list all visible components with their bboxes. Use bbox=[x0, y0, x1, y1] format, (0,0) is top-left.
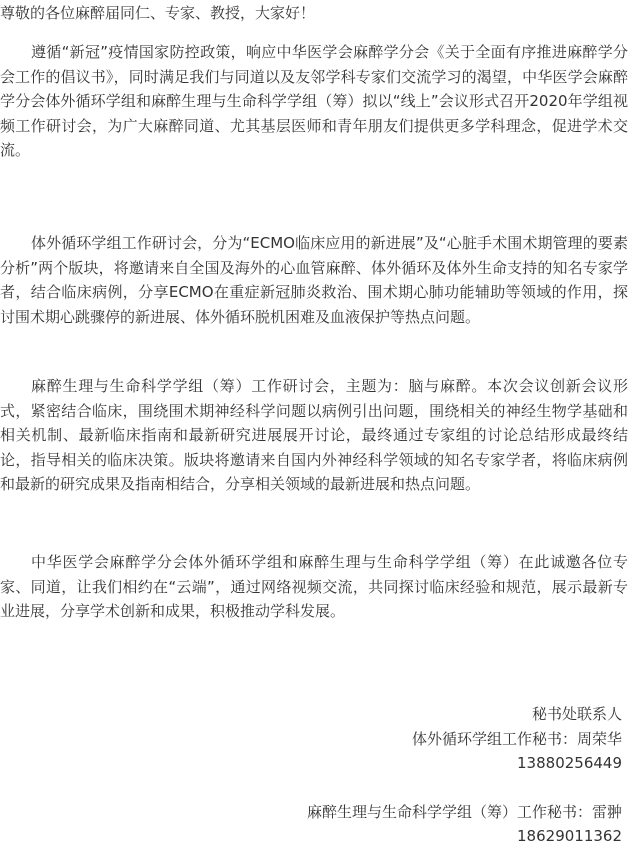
paragraph-intro: 遵循“新冠”疫情国家防控政策，响应中华医学会麻醉学分会《关于全面有序推进麻醉学分会工作的倡议书》，同时满足我们与同道以及友邻学科专家们交流学习的渴望，中华医学会麻醉学分会体外循环学组和麻醉生理与生命科学学组（筹）拟以“线上”会议形式召开2020年学组视频工作研讨会，为广大麻醉同道、尤其基层医师和青年朋友们提供更多学科理念，促进学术交流。 bbox=[0, 43, 628, 159]
paragraph-ecmo-session: 体外循环学组工作研讨会，分为“ECMO临床应用的新进展”及“心脏手术围术期管理的要素分析”两个版块，将邀请来自全国及海外的心血管麻醉、体外循环及体外生命支持的知名专家学者，结合临床病例，分享ECMO在重症新冠肺炎救治、围术期心肺功能辅助等领域的作用，探讨围术期心跳骤停的新进展、体外循环脱机困难及血液保护等热点问题。 bbox=[0, 234, 628, 326]
contacts-heading: 秘书处联系人 bbox=[531, 705, 622, 723]
phone-1: 13880256449 bbox=[517, 754, 622, 772]
phone-2: 18629011362 bbox=[517, 827, 622, 845]
secretary-1: 体外循环学组工作秘书：周荣华 bbox=[411, 730, 622, 748]
greeting: 尊敬的各位麻醉届同仁、专家、教授，大家好！ bbox=[0, 4, 316, 22]
paragraph-invitation: 中华医学会麻醉学分会体外循环学组和麻醉生理与生命科学学组（筹）在此诚邀各位专家、同道，让我们相约在“云端”，通过网络视频交流，共同探讨临床经验和规范，展示最新专业进展，分享学术创新和成果，积极推动学科发展。 bbox=[0, 553, 628, 620]
paragraph-brain-session: 麻醉生理与生命科学学组（筹）工作研讨会，主题为：脑与麻醉。本次会议创新会议形式，紧密结合临床，围绕围术期神经科学问题以病例引出问题，围绕相关的神经生物学基础和相关机制、最新临床指南和最新研究进展展开讨论，最终通过专家组的讨论总结形成最终结论，指导相关的临床决策。版块将邀请来自国内外神经科学领域的知名专家学者，将临床病例和最新的研究成果及指南相结合，分享相关领域的最新进展和热点问题。 bbox=[0, 377, 628, 493]
secretary-2: 麻醉生理与生命科学学组（筹）工作秘书：雷翀 bbox=[306, 803, 622, 821]
